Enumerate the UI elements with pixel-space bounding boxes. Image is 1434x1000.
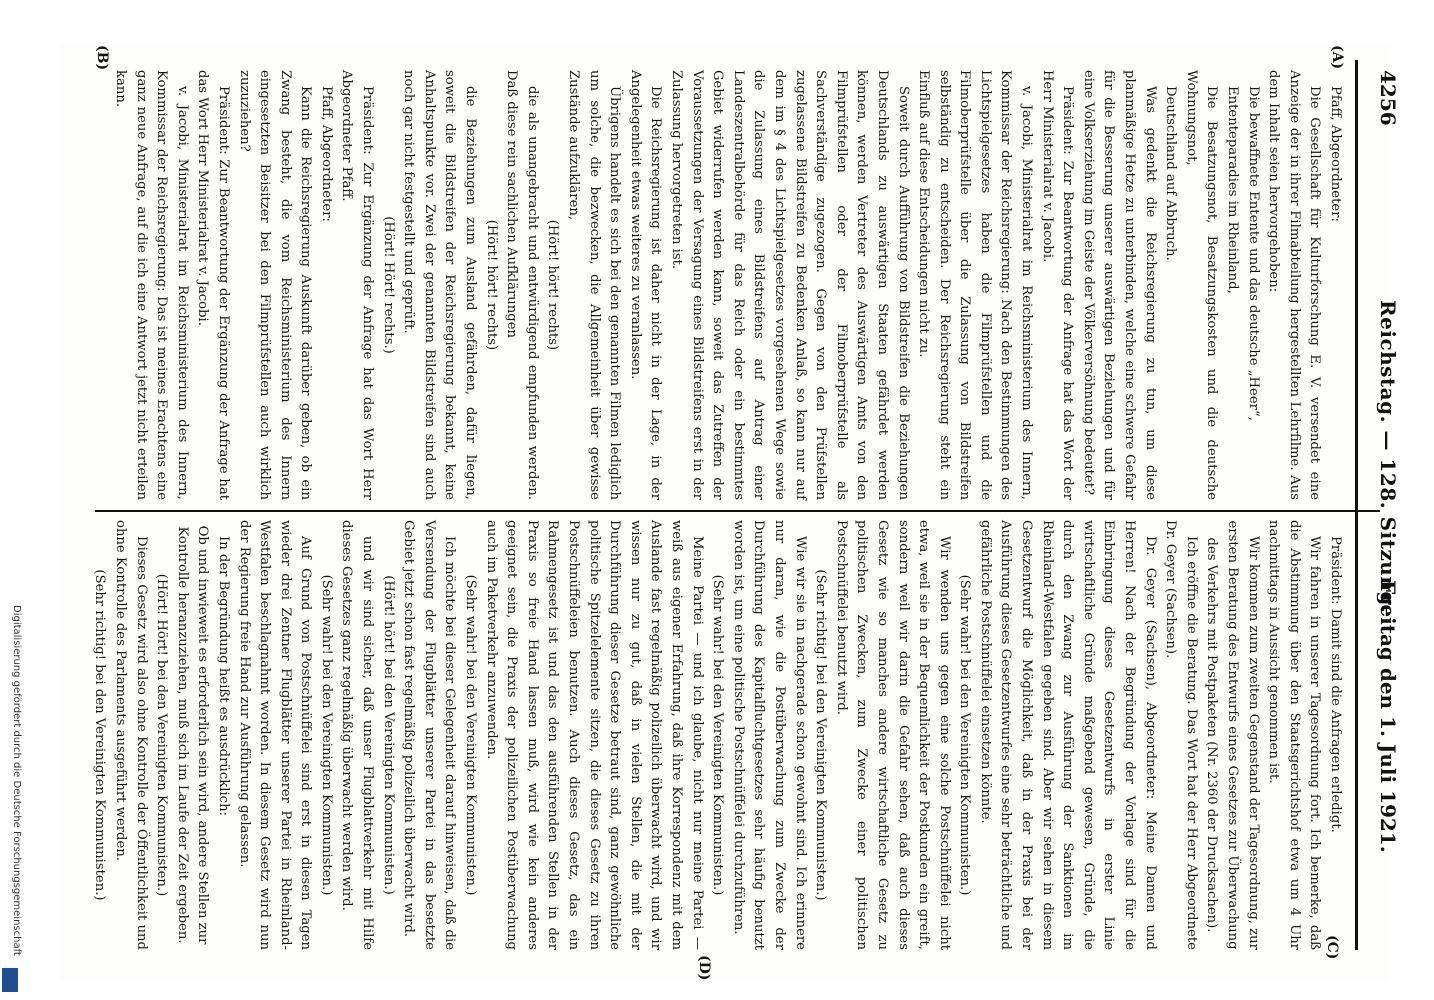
paragraph: die Beziehungen zum Ausland gefährden, dafür liegen, soweit die Bildstreifen der Reichsregierung bekannt, keine Anhaltspunkte vor. Zwei der genannten Bildstreifen sind auch noch gar nicht festgestellt und geprüft. [401, 70, 479, 500]
paragraph: Ich möchte bei dieser Gelegenheit darauf hinweisen, daß die Versendung der Flugblätter unserer Partei in das besetzte Gebiet jetzt schon fast regelmäßig polizeilich überwacht wird. [401, 520, 458, 950]
paragraph: (Sehr richtig! bei den Vereinigten Kommunisten.) [813, 569, 829, 901]
digitization-credit: Digitalisierung gefördert durch die Deutsche Forschungsgemeinschaft [11, 605, 22, 956]
header-rule [1355, 60, 1358, 950]
margin-marker-d: (D) [696, 955, 712, 981]
paragraph: Wir wenden uns gegen eine solche Postschnüffelei nicht etwa, weil sie in der Bequemlichkeit der Postkunden ein greift, sondern weil wir darin die Gefahr sehen, daß auch dieses Gesetz wie so manches andere wirtschaftliche Gesetz zu politischen Zwecken, zum Zwecke einer politischen Postschnüffelei benutzt wird. [833, 520, 952, 950]
paragraph: die als unangebracht und entwürdigend empfunden werden. Daß diese rein sachlichen Aufklärungen [504, 70, 540, 500]
paragraph: und wir sind sicher, daß unser Flugblattverkehr mit Hilfe dieses Gesetzes ganz regelmäßig überwacht werden wird. [339, 520, 376, 950]
margin-marker-b: (B) [94, 45, 110, 71]
paragraph: (Hört! hört! rechts) [545, 219, 561, 351]
paragraph: Kann die Reichsregierung Auskunft darüber geben, ob ein Zwang besteht, die vom Reichsministerium des Innern eingesetzten Beisitzer bei den Filmprüfstellen auch wirklich zuzuziehen? [236, 70, 314, 500]
paragraph: Präsident: Damit sind die Anfragen erledigt. [1328, 536, 1343, 833]
session-date: Freitag den 1. Juli 1921. [1376, 580, 1400, 853]
paragraph: Übrigens handelt es sich bei den genannten Filmen lediglich um solche, die bezwecken, die Allgemeinheit über gewisse Zustände aufzuklären, [566, 70, 623, 500]
text-column-right [89, 520, 1345, 950]
text-column-left [109, 70, 1345, 500]
paragraph: Was gedenkt die Reichsregierung zu tun, um diese planmäßige Hetze zu unterbinden, welche eine schwere Gefahr für die Besserung unserer auswärtigen Beziehungen und für eine Volkserziehung im Geiste der Völkerversöhnung bedeutet? [1080, 70, 1158, 500]
paragraph: In der Begründung heißt es ausdrücklich: [215, 536, 231, 817]
paragraph: Wir kommen zum zweiten Gegenstand der Tagesordnung, zur [1245, 536, 1261, 950]
paragraph: Die Reichsregierung ist daher nicht in der Lage, in der Angelegenheit etwas weiteres zu veranlassen. [627, 70, 664, 500]
paragraph: (Sehr wahr! bei den Vereinigten Kommunisten.) [957, 574, 973, 896]
paragraph: Präsident: Zur Beantwortung der Anfrage hat das Wort der Herr Ministerialrat v. Jacobi. [1039, 70, 1076, 500]
paragraph: (Hört! Hört! rechts.) [380, 216, 396, 354]
running-title: Reichstag. — 128. Sitzung. [1376, 300, 1400, 614]
paragraph: Die Besatzungsnot, Besatzungskosten und die deutsche Wohnungsnot, [1183, 70, 1220, 500]
paragraph: Die bewaffnete Entente und das deutsche „Heer“, [1245, 86, 1261, 421]
paragraph: (Sehr wahr! bei den Vereinigten Kommunisten.) [463, 574, 479, 896]
paragraph: Pfaff, Abgeordneter: [318, 86, 334, 222]
paragraph: Deutschland auf Abbruch. [1163, 86, 1179, 261]
paragraph: Soweit durch Aufführung von Bildstreifen die Beziehungen Deutschlands zu auswärtigen Staaten gefährdet werden können, werden Vertreter des Auswärtigen Amts von den Filmprüfstellen oder der Filmoberprüfstelle als Sachverständige zugezogen. Gegen von den Prüfstellen zugelassene Bildstreifen zu Bedenken Anlaß, so kann nur auf dem im § 4 des Lichtspielgesetzes vorgesehenen Wege sowie die Zulassung eines Bildstreifens auf Antrag einer Landeszentralbehörde für das Reich oder ein bestimmtes Gebiet widerrufen werden kann, soweit das Zutreffen der Voraussetzungen der Versagung eines Bildstreifens erst in der Zulassung hervorgetreten ist. [669, 70, 911, 500]
paragraph: Präsident: Zur Ergänzung der Anfrage hat das Wort Herr Abgeordneter Pfaff. [339, 70, 376, 500]
paragraph: (Sehr wahr! bei den Vereinigten Kommunisten.) [710, 574, 726, 896]
paragraph: (Sehr richtig! bei den Vereinigten Kommunisten.) [92, 569, 108, 901]
paragraph: Ob und inwieweit es erforderlich sein wird, andere Stellen zur Kontrolle heranzuziehen, muß sich im Laufe der Zeit ergeben. [174, 525, 211, 945]
paragraph: (Hört! hört! bei den Vereinigten Kommunisten.) [380, 575, 396, 895]
column-divider [95, 510, 1380, 512]
paragraph: (Sehr wahr! bei den Vereinigten Kommunisten.) [318, 574, 334, 896]
paragraph: (Hört! Hört! bei den Vereinigten Kommunisten.) [154, 573, 170, 897]
dfg-logo [2, 968, 18, 992]
paragraph: Meine Partei — und ich glaube, nicht nur meine Partei — weiß aus eigener Erfahrung, daß ihre Korrespondenz mit dem Auslande fast regelmäßig polizeilich überwacht wird, und wir wissen nur zu gut, daß in vielen Stellen, die mit der Durchführung dieser Gesetze betraut sind, ganz gewöhnliche politische Spitzelelemente sitzen, die dieses Gesetz zu ihren Postschnüffeleien benutzen. Auch dieses Gesetz, das ein Rahmengesetz ist und das den ausführenden Stellen in der Praxis so freie Hand lassen muß, wird wie kein anderes geeignet sein, die Praxis der polizeilichen Postüberwachung auch im Paketverkehr anzuwenden. [483, 520, 705, 950]
paragraph: Wie wir sie in nachgerade schon gewohnt sind. Ich erinnere nur daran, wie die Postüberwachung zum Zwecke der Durchführung des Kapitalfluchtgesetzes sehr häufig benutzt worden ist, um eine politische Postschnüffelei durchzuführen. [730, 520, 808, 950]
paragraph: Wir fahren in unserer Tagesordnung fort. Ich bemerke, daß die Abstimmung über den Staatsgerichtshof etwa um 4 Uhr nachmittags in Aussicht genommen ist. [1266, 520, 1323, 950]
paragraph: Ich eröffne die Beratung. Das Wort hat der Herr Abgeordnete Dr. Geyer (Sachsen). [1163, 520, 1199, 950]
paragraph: Dieses Gesetz wird also ohne Kontrolle der Öffentlichkeit und ohne Kontrolle des Parlaments ausgeführt werden. [112, 520, 149, 950]
paragraph: Die Gesellschaft für Kulturforschung E. V. versendet eine Anzeige der in ihrer Filmabteilung hergestellten Lehrfilme. Aus dem Inhalt seien hervorgehoben: [1266, 70, 1323, 500]
paragraph: Dr. Geyer (Sachsen), Abgeordneter: Meine Damen und Herren! Nach der Begründung der Vorlage sind für die Einbringung dieses Gesetzentwurfs in erster Linie wirtschaftliche Gründe maßgebend gewesen, Gründe, die durch den Zwang zur Ausführung der Sanktionen im Rheinland-Westfalen gegeben sind. Aber wir sehen in diesem Gesetzentwurf die Möglichkeit, daß in der Praxis bei der Ausführung dieses Gesetzentwurfes eine sehr beträchtliche und gefährliche Postschnüffelei einsetzen könnte. [977, 520, 1158, 950]
paragraph: v. Jacobi, Ministerialrat im Reichsministerium des Innern, Kommissar der Reichsregierung: Das ist meines Erachtens eine ganz neue Anfrage, auf die ich eine Antwort jetzt nicht erteilen kann. [112, 70, 190, 500]
margin-marker-a: (A) [1329, 45, 1345, 70]
paragraph: Ententeparadies im Rheinland, [1225, 86, 1241, 294]
paragraph: Präsident: Zur Beantwortung der Ergänzung der Anfrage hat das Wort Herr Ministerialrat v. Jacobi. [195, 70, 231, 500]
margin-marker-c: (C) [1324, 935, 1340, 960]
paragraph: v. Jacobi, Ministerialrat im Reichsministerium des Innern, Kommissar der Reichsregierung: Nach den Bestimmungen des Lichtspielgesetzes haben die Filmprüfstellen und die Filmoberprüfstelle über die Zulassung von Bildstreifen selbständig zu entscheiden. Der Reichsregierung steht ein Einfluß auf diese Entscheidungen nicht zu. [916, 70, 1035, 500]
paragraph: ersten Beratung des Entwurfs eines Gesetzes zur Überwachung des Verkehrs mit Postpaketen (Nr. 2360 der Drucksachen). [1204, 520, 1241, 950]
page-number: 4256 [1376, 70, 1400, 126]
paragraph: Pfaff, Abgeordneter: [1328, 86, 1343, 222]
paragraph: Auf Grund von Postschnüffelei sind erst in diesen Tagen wieder drei Zentner Flugblätter unserer Partei in Rheinland-Westfalen beschlagnahmt worden. In diesem Gesetz wird nun der Regierung freie Hand zur Ausführung gelassen. [236, 520, 314, 950]
paragraph: (Hört! hört! rechts) [483, 219, 499, 351]
